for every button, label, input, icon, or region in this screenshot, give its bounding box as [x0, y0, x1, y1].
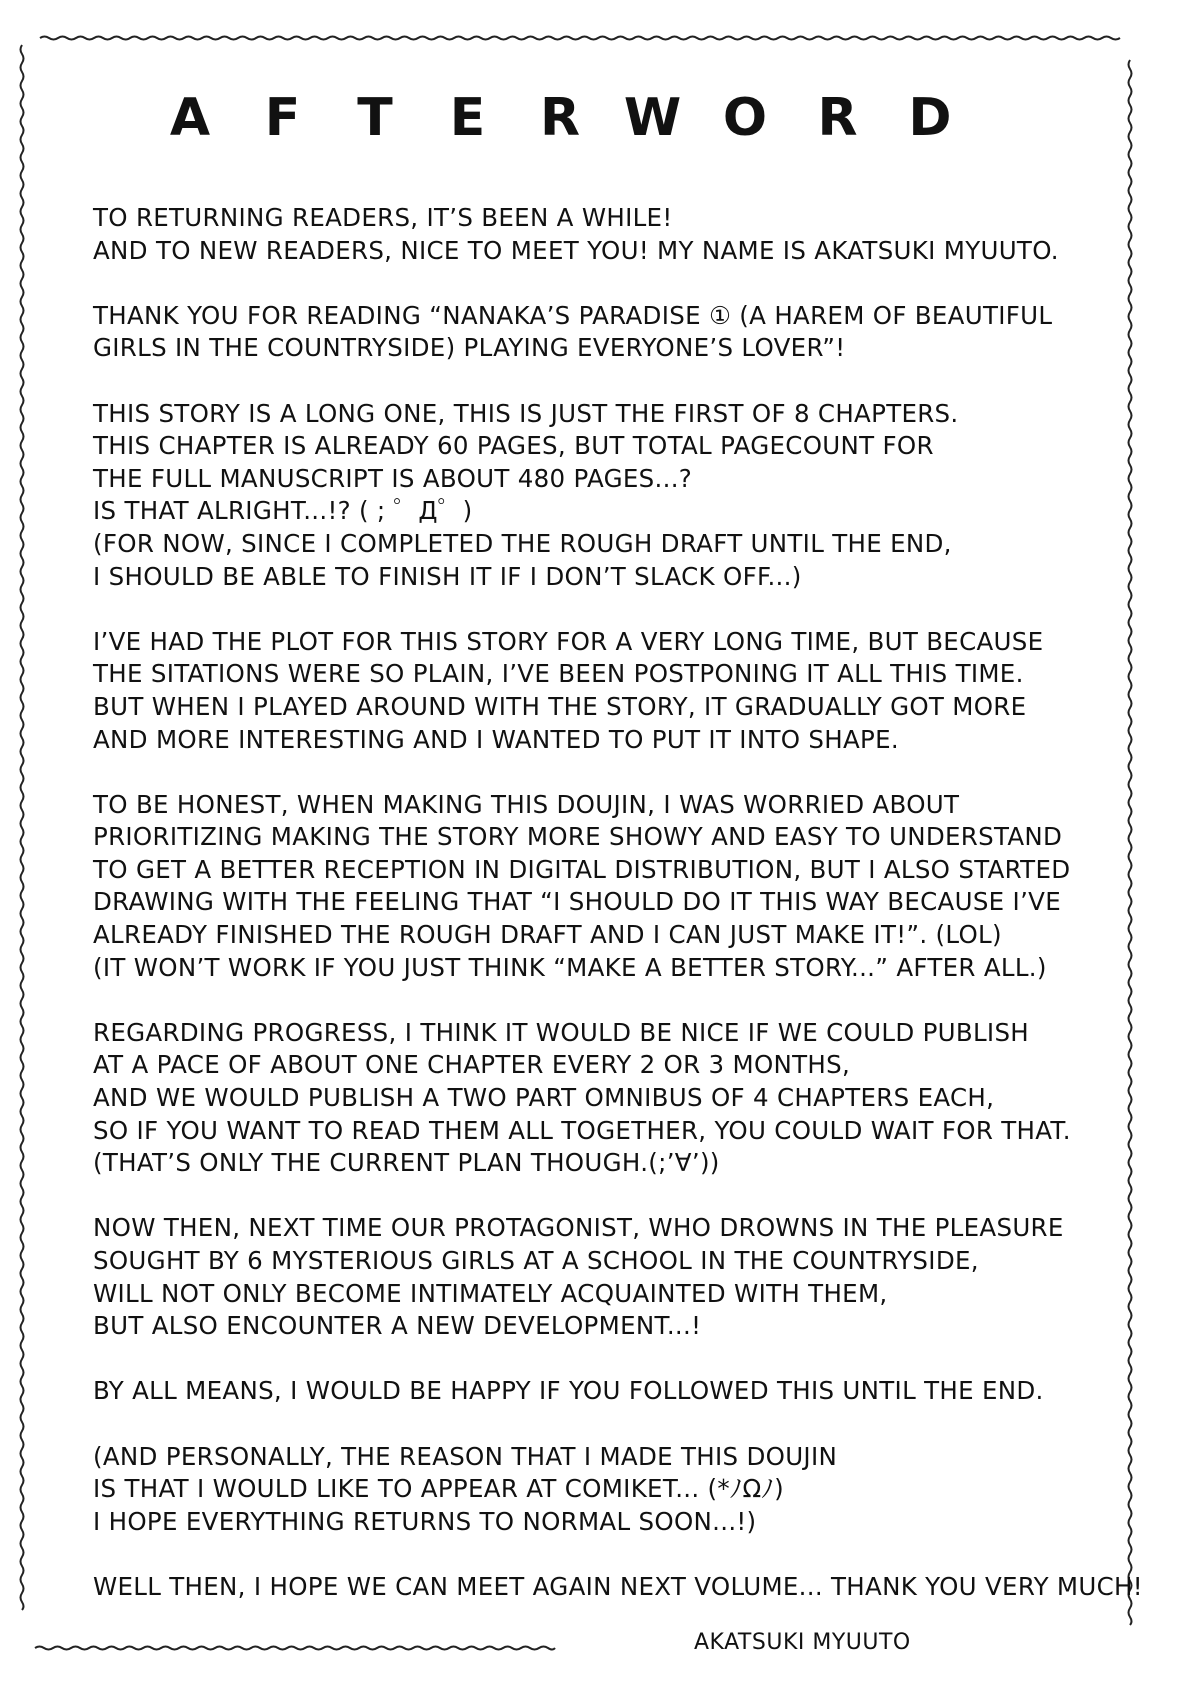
paragraph — [93, 398, 1113, 594]
paragraph — [93, 789, 1113, 985]
text-line: NOW THEN, NEXT TIME OUR PROTAGONIST, WHO DROWNS IN THE PLEASURE — [93, 1213, 1064, 1243]
text-line: I’VE HAD THE PLOT FOR THIS STORY FOR A VERY LONG TIME, BUT BECAUSE — [93, 626, 1044, 656]
text-line: (AND PERSONALLY, THE REASON THAT I MADE THIS DOUJIN — [93, 1441, 838, 1471]
text-line: BUT WHEN I PLAYED AROUND WITH THE STORY, IT GRADUALLY GOT MORE — [93, 691, 1027, 721]
text-line: THE FULL MANUSCRIPT IS ABOUT 480 PAGES...? — [93, 463, 693, 493]
paragraph — [93, 202, 1113, 267]
wavy-border-top — [40, 37, 1120, 40]
paragraph — [93, 1212, 1113, 1342]
afterword-body — [93, 202, 1143, 1636]
title-letter: R — [817, 88, 858, 148]
title-letter: O — [722, 88, 768, 148]
paragraph — [93, 1571, 1143, 1604]
text-line: (THAT’S ONLY THE CURRENT PLAN THOUGH.(;’∀’)) — [93, 1148, 720, 1178]
title-letter: W — [623, 88, 682, 148]
text-line: THIS STORY IS A LONG ONE, THIS IS JUST THE FIRST OF 8 CHAPTERS. — [93, 398, 959, 428]
title-letter: A — [169, 88, 211, 148]
wavy-border-bottom — [35, 1647, 555, 1650]
text-line: THANK YOU FOR READING “NANAKA’S PARADISE ① (A HAREM OF BEAUTIFUL — [93, 300, 1053, 330]
paragraph — [93, 300, 1113, 365]
title-letter: E — [449, 88, 486, 148]
title-letter: F — [264, 88, 301, 148]
afterword-title — [160, 78, 960, 158]
text-line: I HOPE EVERYTHING RETURNS TO NORMAL SOON...!) — [93, 1506, 757, 1536]
text-line: THIS CHAPTER IS ALREADY 60 PAGES, BUT TOTAL PAGECOUNT FOR — [93, 431, 934, 461]
paragraph — [93, 1441, 1113, 1539]
text-line: THE SITATIONS WERE SO PLAIN, I’VE BEEN POSTPONING IT ALL THIS TIME. — [93, 659, 1024, 689]
paragraph — [93, 1375, 1113, 1408]
wavy-border-right — [1129, 60, 1132, 1625]
text-line: AT A PACE OF ABOUT ONE CHAPTER EVERY 2 OR 3 MONTHS, — [93, 1050, 851, 1080]
paragraph — [93, 1017, 1113, 1180]
text-line: REGARDING PROGRESS, I THINK IT WOULD BE NICE IF WE COULD PUBLISH — [93, 1017, 1030, 1047]
title-letter: D — [908, 88, 952, 148]
title-letter: R — [539, 88, 581, 148]
text-line: BY ALL MEANS, I WOULD BE HAPPY IF YOU FOLLOWED THIS UNTIL THE END. — [93, 1376, 1044, 1406]
text-line: AND TO NEW READERS, NICE TO MEET YOU! MY NAME IS AKATSUKI MYUUTO. — [93, 235, 1059, 265]
text-line: TO RETURNING READERS, IT’S BEEN A WHILE! — [93, 203, 673, 232]
text-line: I SHOULD BE ABLE TO FINISH IT IF I DON’T SLACK OFF...) — [93, 561, 802, 591]
text-line: AND MORE INTERESTING AND I WANTED TO PUT IT INTO SHAPE. — [93, 724, 899, 754]
text-line: GIRLS IN THE COUNTRYSIDE) PLAYING EVERYONE’S LOVER”! — [93, 333, 846, 363]
text-line: ALREADY FINISHED THE ROUGH DRAFT AND I CAN JUST MAKE IT!”. (LOL) — [93, 920, 1002, 950]
author-signature: AKATSUKI MYUUTO — [694, 1630, 911, 1655]
text-line: IS THAT ALRIGHT...!? ( ; ゜Д゜) — [93, 496, 473, 526]
text-line: SO IF YOU WANT TO READ THEM ALL TOGETHER, YOU COULD WAIT FOR THAT. — [93, 1115, 1071, 1145]
wavy-border-left — [21, 45, 24, 1610]
title-letter: T — [357, 88, 393, 148]
text-line: TO BE HONEST, WHEN MAKING THIS DOUJIN, I WAS WORRIED ABOUT — [93, 789, 960, 819]
text-line: IS THAT I WOULD LIKE TO APPEAR AT COMIKET... (*ﾉΩﾉ) — [93, 1474, 784, 1504]
text-line: PRIORITIZING MAKING THE STORY MORE SHOWY AND EASY TO UNDERSTAND — [93, 822, 1063, 852]
text-line: (IT WON’T WORK IF YOU JUST THINK “MAKE A BETTER STORY...” AFTER ALL.) — [93, 952, 1047, 982]
text-line: SOUGHT BY 6 MYSTERIOUS GIRLS AT A SCHOOL IN THE COUNTRYSIDE, — [93, 1246, 979, 1275]
text-line: WILL NOT ONLY BECOME INTIMATELY ACQUAINTED WITH THEM, — [93, 1278, 888, 1308]
text-line: WELL THEN, I HOPE WE CAN MEET AGAIN NEXT VOLUME... THANK YOU VERY MUCH! — [93, 1571, 1143, 1601]
paragraph — [93, 626, 1113, 756]
text-line: DRAWING WITH THE FEELING THAT “I SHOULD DO IT THIS WAY BECAUSE I’VE — [93, 887, 1062, 917]
text-line: TO GET A BETTER RECEPTION IN DIGITAL DISTRIBUTION, BUT I ALSO STARTED — [93, 854, 1071, 884]
text-line: AND WE WOULD PUBLISH A TWO PART OMNIBUS OF 4 CHAPTERS EACH, — [93, 1083, 995, 1113]
text-line: BUT ALSO ENCOUNTER A NEW DEVELOPMENT...! — [93, 1311, 702, 1341]
text-line: (FOR NOW, SINCE I COMPLETED THE ROUGH DRAFT UNTIL THE END, — [93, 528, 952, 558]
